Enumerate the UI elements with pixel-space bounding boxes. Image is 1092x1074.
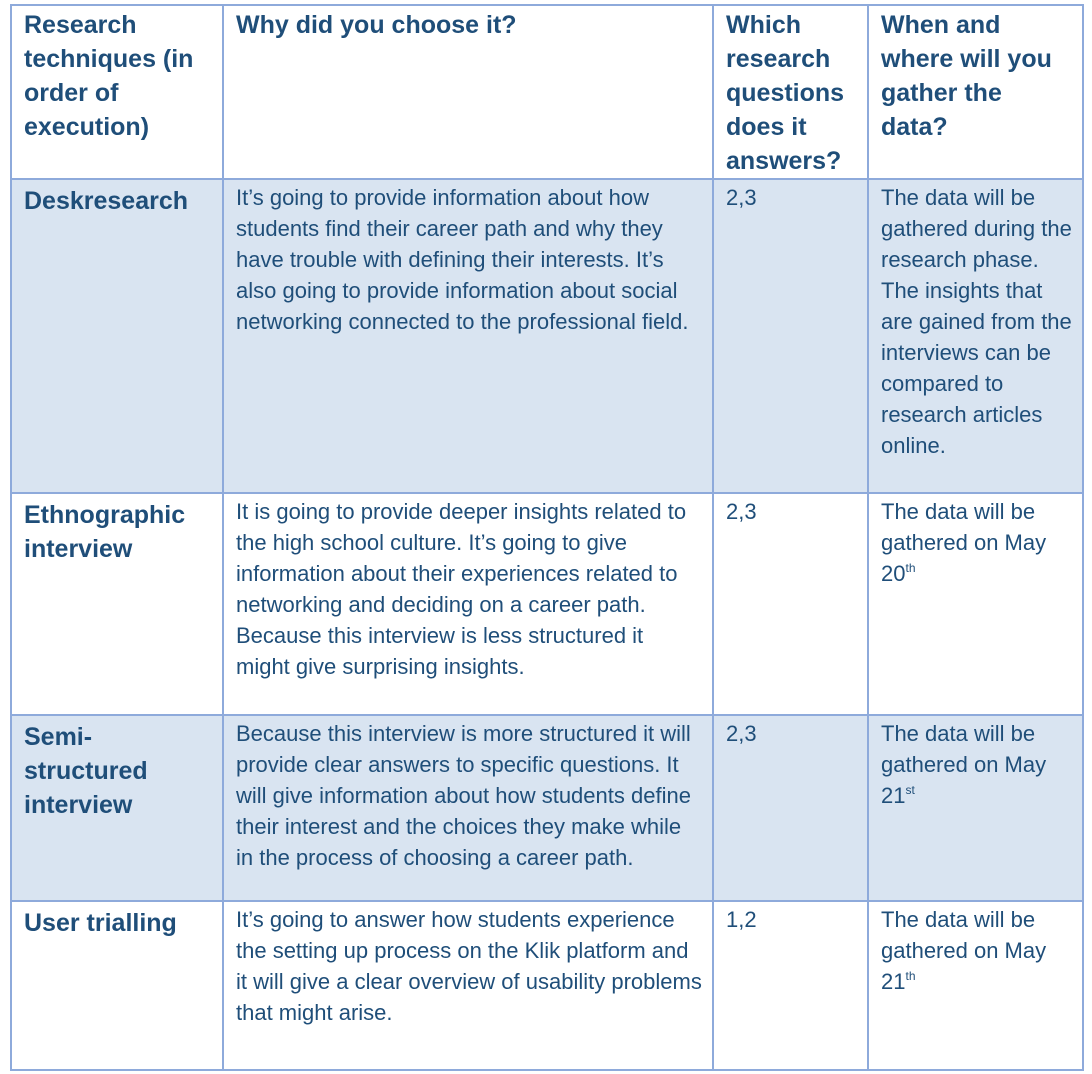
questions-cell: 2,3 <box>713 493 868 715</box>
technique-cell: Semi-structured interview <box>11 715 223 901</box>
when-cell <box>868 901 1083 1070</box>
questions-cell: 1,2 <box>713 901 868 1070</box>
header-when: When and where will you gather the data? <box>868 5 1083 179</box>
why-cell: It is going to provide deeper insights related to the high school culture. It’s going to give information about their experiences related to networking and deciding on a career path. Because this interview is less structured it might give surprising insights. <box>223 493 713 715</box>
when-cell <box>868 493 1083 715</box>
header-row <box>11 5 1083 179</box>
header-technique: Research techniques (in order of execution) <box>11 5 223 179</box>
header-why: Why did you choose it? <box>223 5 713 179</box>
technique-cell: Deskresearch <box>11 179 223 493</box>
table-row <box>11 179 1083 493</box>
table-row <box>11 715 1083 901</box>
when-cell <box>868 715 1083 901</box>
technique-cell: Ethnographic interview <box>11 493 223 715</box>
research-plan-table <box>10 4 1084 1071</box>
questions-cell: 2,3 <box>713 715 868 901</box>
why-cell: Because this interview is more structured it will provide clear answers to specific questions. It will give information about how students define their interest and the choices they make while in the process of choosing a career path. <box>223 715 713 901</box>
table-row <box>11 493 1083 715</box>
ordinal-suffix: th <box>905 561 916 575</box>
technique-cell: User trialling <box>11 901 223 1070</box>
why-cell: It’s going to provide information about how students find their career path and why they have trouble with defining their interests. It’s also going to provide information about social networking connected to the professional field. <box>223 179 713 493</box>
ordinal-suffix: st <box>905 783 915 797</box>
why-cell: It’s going to answer how students experience the setting up process on the Klik platform and it will give a clear overview of usability problems that might arise. <box>223 901 713 1070</box>
when-text: The data will be gathered on May 20 <box>881 499 1047 586</box>
header-questions: Which research questions does it answers? <box>713 5 868 179</box>
table-row <box>11 901 1083 1070</box>
when-text: The data will be gathered on May 21 <box>881 721 1047 808</box>
questions-cell: 2,3 <box>713 179 868 493</box>
ordinal-suffix: th <box>905 969 916 983</box>
when-cell <box>868 179 1083 493</box>
when-text: The data will be gathered during the research phase. The insights that are gained from the interviews can be compared to research articles online. <box>881 185 1072 458</box>
when-text: The data will be gathered on May 21 <box>881 907 1047 994</box>
